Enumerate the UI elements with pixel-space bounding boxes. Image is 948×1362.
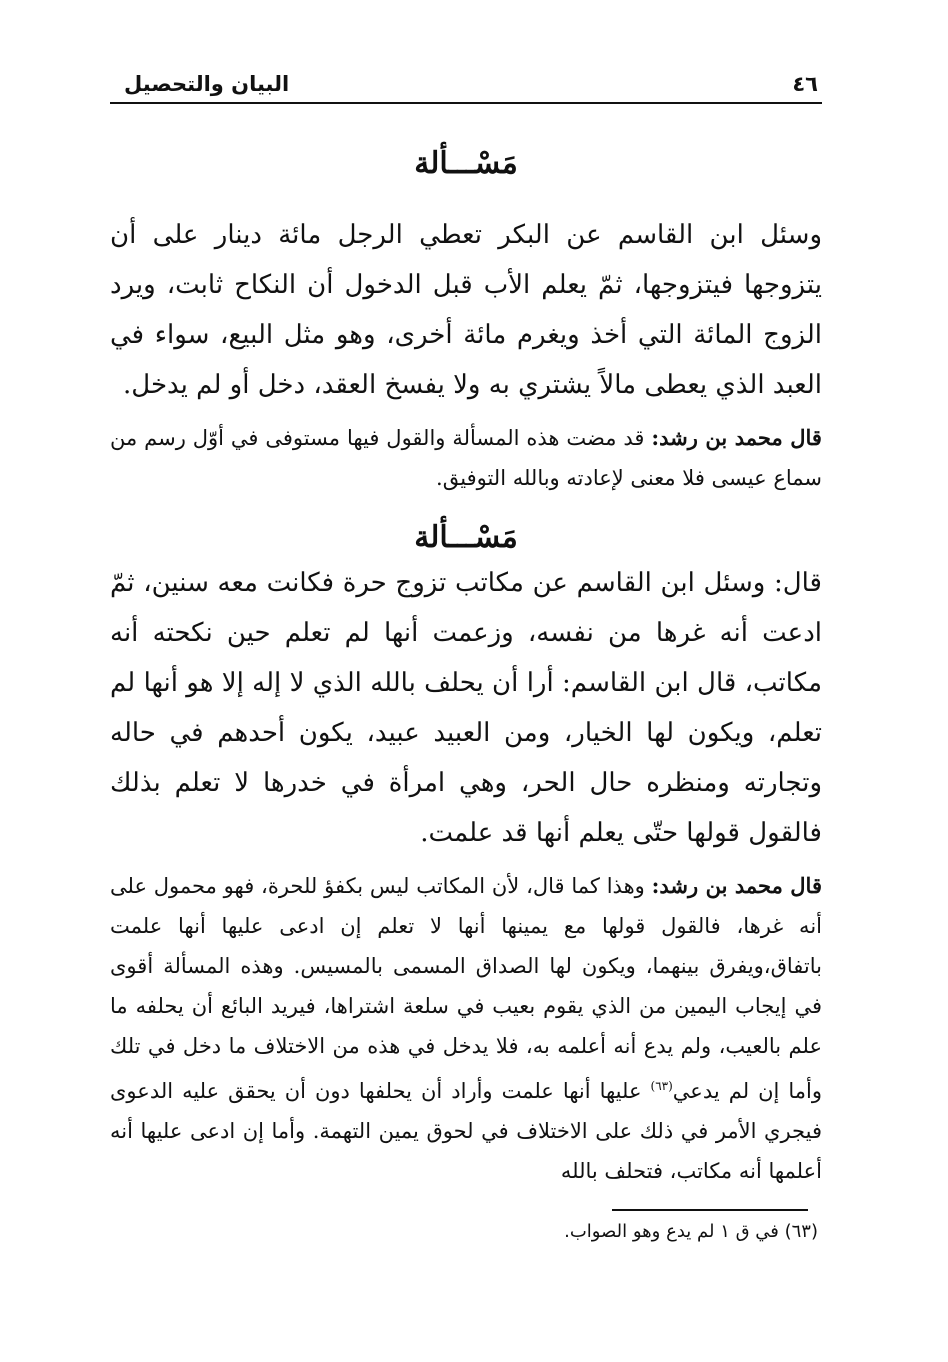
section-heading: مَسْـــألة	[414, 520, 518, 555]
commentary-speaker: قال محمد بن رشد:	[651, 873, 822, 898]
commentary-text-continued: عليها أنها علمت وأراد أن يحلفها دون أن يحقق عليه الدعوى فيجري الأمر في ذلك على الاختلاف في لحوق يمين التهمة. وأما إن ادعى عليها أنه أعلمها أنه مكاتب، فتحلف بالله	[110, 1079, 822, 1183]
commentary-text: قد مضت هذه المسألة والقول فيها مستوفى في أوّل رسم من سماع عيسى فلا معنى لإعادته وبالله التوفيق.	[110, 426, 822, 490]
section-heading: مَسْـــألة	[414, 146, 518, 181]
question-paragraph: وسئل ابن القاسم عن البكر تعطي الرجل مائة دينار على أن يتزوجها فيتزوجها، ثمّ يعلم الأب قبل الدخول أن النكاح ثابت، ويرد الزوج المائة التي أخذ ويغرم مائة أخرى، وهو مثل البيع، سواء في العبد الذي يعطى مالاً يشتري به ولا يفسخ العقد، دخل أو لم يدخل.	[110, 220, 822, 400]
commentary-paragraph	[110, 418, 822, 498]
footnote: (٦٣) في ق ١ لم يدع وهو الصواب.	[564, 1221, 818, 1242]
footnote-divider	[612, 1209, 808, 1211]
question-paragraph: قال: وسئل ابن القاسم عن مكاتب تزوج حرة فكانت معه سنين، ثمّ ادعت أنه غرها من نفسه، وزعمت أنها لم تعلم حين نكحته أنه مكاتب، قال ابن القاسم: أرا أن يحلف بالله الذي لا إله إلا هو أنها لم تعلم، ويكون لها الخيار، ومن العبيد عبيد، يكون أحدهم في حاله وتجارته ومنظره حال الحر، وهي امرأة في خدرها لا تعلم بذلك فالقول قولها حتّى يعلم أنها قد علمت.	[110, 568, 822, 848]
commentary-speaker: قال محمد بن رشد:	[651, 425, 822, 450]
running-title: البيان والتحصيل	[124, 72, 290, 96]
page-header	[110, 64, 822, 104]
document-page	[110, 64, 822, 1265]
commentary-text: وهذا كما قال، لأن المكاتب ليس بكفؤ للحرة، فهو محمول على أنه غرها، فالقول قولها مع يمينها أنها لا تعلم إن ادعى عليها أنها علمت باتفاق،ويفرق بينهما، ويكون لها الصداق المسمى بالمسيس. وهذه المسألة أقوى في إيجاب اليمين من الذي يقوم بعيب في سلعة اشتراها، فيريد البائع أن يحلفه ما علم بالعيب، ولم يدع أنه أعلمه به، فلا يدخل في هذه من الاختلاف ما دخل في تلك وأما إن لم يدعي	[110, 874, 822, 1103]
commentary-paragraph	[110, 866, 822, 1191]
page-number: ٤٦	[792, 72, 818, 96]
footnote-reference: (٦٣)	[650, 1079, 673, 1093]
